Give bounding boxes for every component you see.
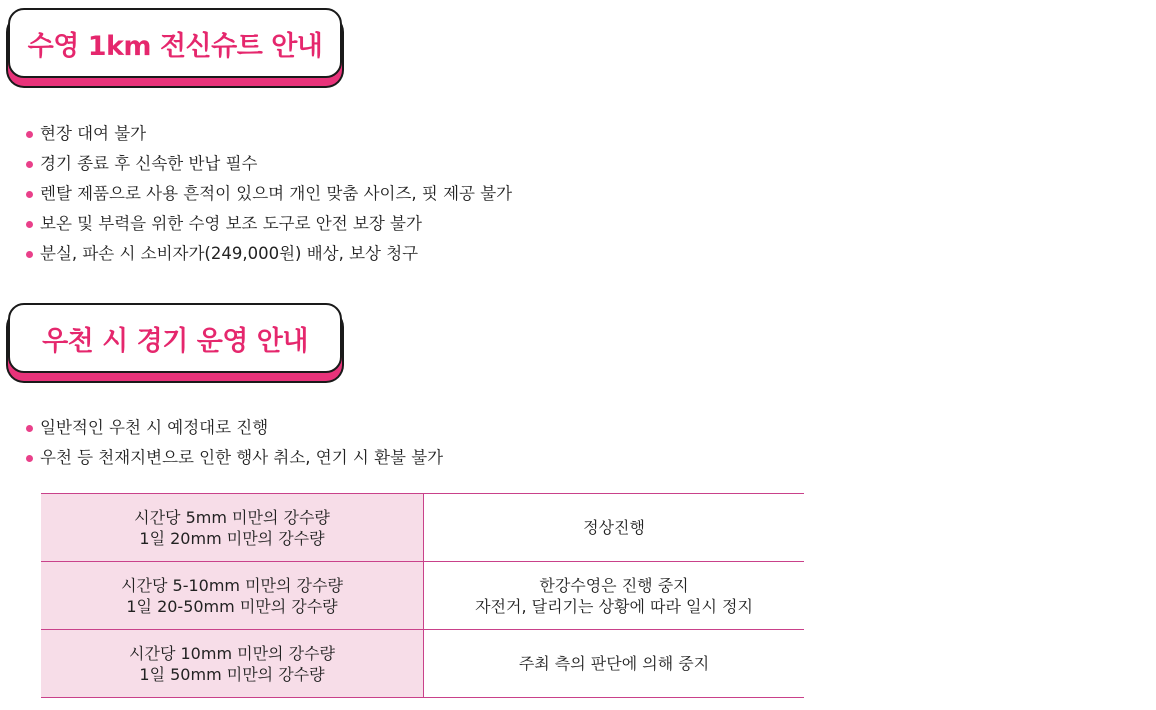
- rainfall-condition-line: 1일 50mm 미만의 강수량: [139, 664, 325, 684]
- section-title-box-rain: [8, 303, 342, 373]
- list-item: [26, 119, 512, 149]
- list-item-text: 보온 및 부력을 위한 수영 보조 도구로 안전 보장 불가: [40, 214, 422, 233]
- rainfall-action-cell: [424, 630, 805, 698]
- list-item-text: 경기 종료 후 신속한 반납 필수: [40, 154, 258, 173]
- rainfall-condition-cell: [41, 494, 424, 562]
- rainfall-action-cell: [424, 494, 805, 562]
- wetsuit-info-list: [26, 119, 512, 269]
- list-item: [26, 413, 443, 443]
- list-item-text: 렌탈 제품으로 사용 흔적이 있으며 개인 맞춤 사이즈, 핏 제공 불가: [40, 184, 513, 203]
- rainfall-condition-cell: [41, 562, 424, 630]
- table-row: [41, 494, 804, 562]
- rain-policy-table: [41, 493, 804, 698]
- rainfall-action-line: 한강수영은 진행 중지: [539, 575, 689, 595]
- rainfall-condition-line: 1일 20mm 미만의 강수량: [139, 528, 325, 548]
- list-item: [26, 149, 512, 179]
- rainfall-action-cell: [424, 562, 805, 630]
- section-title-wetsuit: 수영 1km 전신슈트 안내: [27, 30, 323, 62]
- rainfall-action-line: 자전거, 달리기는 상황에 따라 일시 정지: [475, 596, 753, 616]
- list-item-text: 우천 등 천재지변으로 인한 행사 취소, 연기 시 환불 불가: [40, 448, 444, 467]
- list-item-text: 현장 대여 불가: [40, 124, 147, 143]
- list-item: [26, 443, 443, 473]
- section-title-rain: 우천 시 경기 운영 안내: [42, 325, 308, 357]
- rainfall-condition-line: 시간당 5mm 미만의 강수량: [134, 507, 330, 527]
- list-item-text: 분실, 파손 시 소비자가(249,000원) 배상, 보상 청구: [40, 244, 419, 263]
- list-item: [26, 239, 512, 269]
- rainfall-condition-line: 1일 20-50mm 미만의 강수량: [126, 596, 338, 616]
- bullet-dot-icon: [26, 455, 33, 462]
- table-row: [41, 562, 804, 630]
- rainfall-action-line: 주최 측의 판단에 의해 중지: [518, 654, 710, 673]
- rainfall-condition-line: 시간당 10mm 미만의 강수량: [129, 643, 335, 663]
- rainfall-action-line: 정상진행: [583, 518, 645, 537]
- table-row: [41, 630, 804, 698]
- bullet-dot-icon: [26, 161, 33, 168]
- bullet-dot-icon: [26, 425, 33, 432]
- list-item: [26, 209, 512, 239]
- rainfall-condition-cell: [41, 630, 424, 698]
- list-item-text: 일반적인 우천 시 예정대로 진행: [40, 418, 269, 437]
- bullet-dot-icon: [26, 131, 33, 138]
- section-title-box-wetsuit: [8, 8, 342, 78]
- rain-info-list: [26, 413, 443, 473]
- bullet-dot-icon: [26, 191, 33, 198]
- rainfall-condition-line: 시간당 5-10mm 미만의 강수량: [121, 575, 343, 595]
- list-item: [26, 179, 512, 209]
- bullet-dot-icon: [26, 221, 33, 228]
- bullet-dot-icon: [26, 251, 33, 258]
